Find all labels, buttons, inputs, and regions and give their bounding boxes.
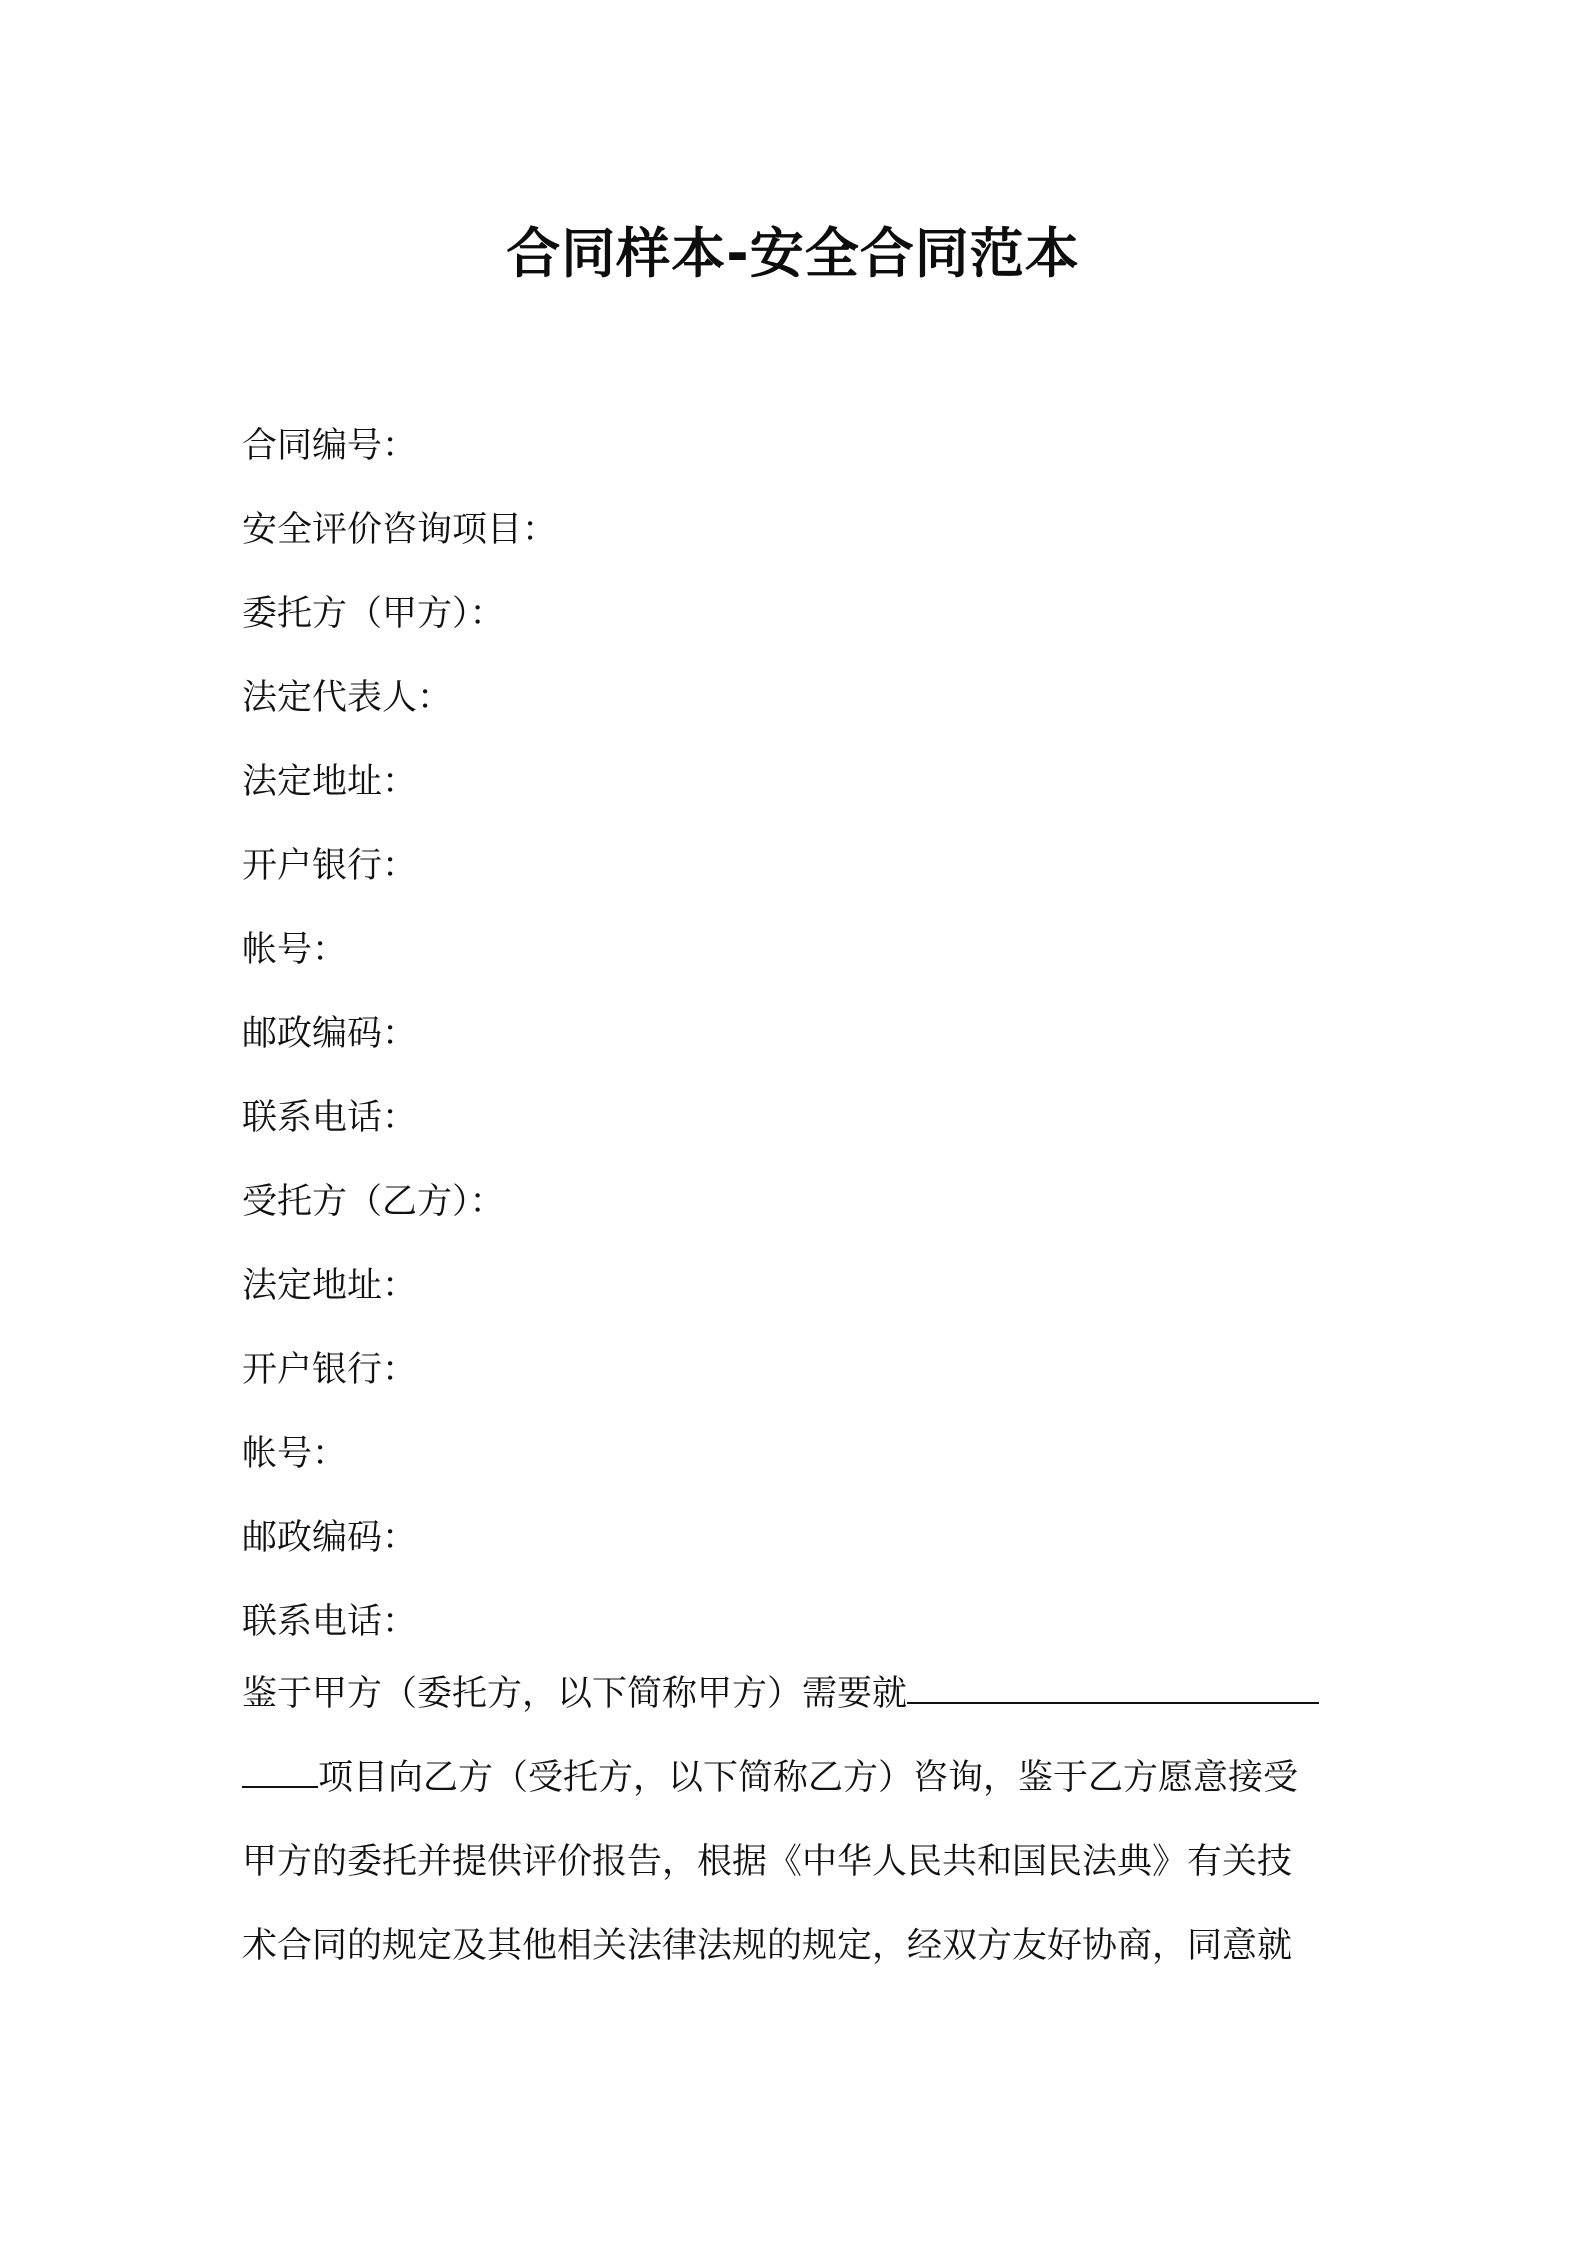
field-party-a-address: 法定地址：: [242, 762, 418, 802]
preamble-line: [242, 1736, 1352, 1820]
preamble-line: 术合同的规定及其他相关法律法规的规定，经双方友好协商，同意就: [242, 1926, 1293, 1966]
preamble-text: 鉴于甲方（委托方，以下简称甲方）需要就: [242, 1674, 908, 1714]
field-party-b-phone: 联系电话：: [242, 1602, 418, 1642]
fill-in-blank: [907, 1652, 1319, 1704]
document-title: 合同样本-安全合同范本: [506, 222, 1080, 285]
field-party-b-address: 法定地址：: [242, 1266, 418, 1306]
field-party-a: 委托方（甲方）：: [242, 594, 505, 634]
fill-in-blank: [242, 1736, 318, 1788]
field-party-a-account: 帐号：: [242, 930, 348, 970]
field-legal-representative: 法定代表人：: [242, 678, 453, 718]
contract-party-fields: [242, 404, 1352, 1664]
field-project: 安全评价咨询项目：: [242, 510, 558, 550]
preamble-text: 项目向乙方（受托方，以下简称乙方）咨询，鉴于乙方愿意接受: [318, 1758, 1299, 1798]
field-contract-number: 合同编号：: [242, 426, 418, 466]
contract-preamble: [242, 1652, 1352, 1988]
preamble-line: 甲方的委托并提供评价报告，根据《中华人民共和国民法典》有关技: [242, 1842, 1293, 1882]
field-party-a-phone: 联系电话：: [242, 1098, 418, 1138]
field-party-b-postcode: 邮政编码：: [242, 1518, 418, 1558]
preamble-line: [242, 1652, 1352, 1736]
field-party-a-bank: 开户银行：: [242, 846, 418, 886]
field-party-b: 受托方（乙方）：: [242, 1182, 505, 1222]
field-party-b-bank: 开户银行：: [242, 1350, 418, 1390]
field-party-a-postcode: 邮政编码：: [242, 1014, 418, 1054]
field-party-b-account: 帐号：: [242, 1434, 348, 1474]
